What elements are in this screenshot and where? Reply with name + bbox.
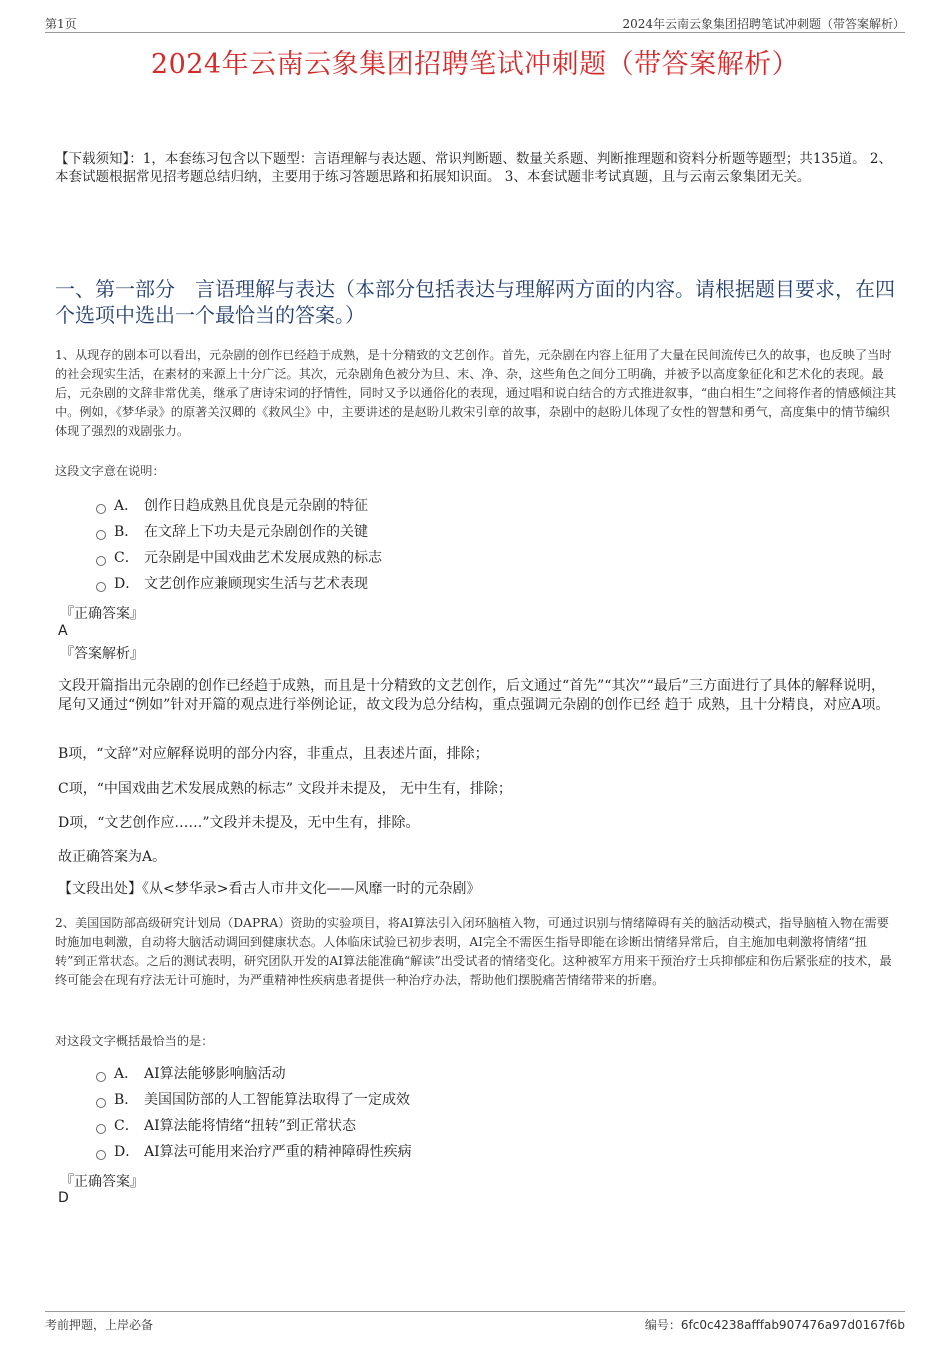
page-number: 第1页 — [45, 17, 77, 31]
option-letter: A． — [114, 498, 139, 514]
page-header — [45, 12, 905, 33]
option-text: AI算法能将情绪“扭转”到正常状态 — [144, 1118, 356, 1134]
option-text: 创作日趋成熟且优良是元杂剧的特征 — [144, 498, 368, 514]
option-letter: D． — [114, 576, 140, 592]
q1-analysis-conclusion: 故正确答案为A。 — [58, 849, 167, 865]
q1-answer: A — [58, 623, 68, 639]
q1-source: 【文段出处】《从<梦华录>看古人市井文化——风靡一时的元杂剧》 — [58, 881, 481, 897]
q1-analysis-c: C项，“中国戏曲艺术发展成熟的标志” 文段并未提及， 无中生有，排除； — [58, 781, 512, 797]
radio-icon[interactable] — [96, 582, 106, 592]
question-2-prompt: 对这段文字概括最恰当的是： — [55, 1034, 214, 1048]
footer-code — [645, 1316, 905, 1333]
radio-icon[interactable] — [96, 504, 106, 514]
q2-answer-label: 『正确答案』 — [60, 1174, 144, 1190]
radio-icon[interactable] — [96, 556, 106, 566]
q2-option-c[interactable] — [96, 1116, 356, 1136]
option-text: AI算法能够影响脑活动 — [144, 1066, 286, 1082]
q1-answer-label: 『正确答案』 — [60, 606, 144, 622]
q1-analysis-d: D项，“文艺创作应……”文段并未提及，无中生有，排除。 — [58, 815, 420, 831]
q1-analysis-main: 文段开篇指出元杂剧的创作已经趋于成熟，而且是十分精致的文艺创作，后文通过“首先”“其次”“最后”三方面进行了具体的解释说明，尾句又通过“例如”针对开篇的观点进行举例论证，故文段为总分结构，重点强调元杂剧的创作已经 趋于 成熟，且十分精良，对应A项。 — [58, 678, 890, 713]
q1-option-a[interactable] — [96, 496, 368, 516]
section-title: 一、第一部分 言语理解与表达（本部分包括表达与理解两方面的内容。请根据题目要求，在四个选项中选出一个最恰当的答案。） — [55, 277, 895, 327]
option-letter: C． — [114, 550, 139, 566]
option-text: 美国国防部的人工智能算法取得了一定成效 — [144, 1092, 410, 1108]
option-text: 在文辞上下功夫是元杂剧创作的关键 — [144, 524, 368, 540]
option-text: 文艺创作应兼顾现实生活与艺术表现 — [144, 576, 368, 592]
footer-slogan: 考前押题，上岸必备 — [45, 1318, 154, 1332]
download-notice: 【下载须知】：1，本套练习包含以下题型：言语理解与表达题、常识判断题、数量关系题、判断推理题和资料分析题等题型；共135道。 2、本套试题根据常见招考题总结归纳，主要用于练习答题思路和拓展知识面。 3、本套试题非考试真题，且与云南云象集团无关。 — [55, 151, 892, 185]
question-1-text: 1、从现存的剧本可以看出，元杂剧的创作已经趋于成熟，是十分精致的文艺创作。首先，元杂剧在内容上征用了大量在民间流传已久的故事，也反映了当时的社会现实生活，在素材的来源上十分广泛。其次，元杂剧角色被分为旦、末、净、杂，这些角色之间分工明确，并被予以高度象征化和艺术化的表现。最后，元杂剧的文辞非常优美，继承了唐诗宋词的抒情性，同时又予以通俗化的表现，通过唱和说白结合的方式推进叙事，“曲白相生”之间将作者的情感倾注其中。例如，《梦华录》的原著关汉卿的《救风尘》中，主要讲述的是赵盼儿救宋引章的故事，杂剧中的赵盼儿体现了女性的智慧和勇气，高度集中的情节编织体现了强烈的戏剧张力。 — [55, 348, 897, 438]
option-text: AI算法可能用来治疗严重的精神障碍性疾病 — [144, 1144, 412, 1160]
q1-analysis-label: 『答案解析』 — [60, 646, 144, 662]
q2-option-a[interactable] — [96, 1064, 286, 1084]
q1-analysis-b: B项，“文辞”对应解释说明的部分内容，非重点，且表述片面，排除； — [58, 746, 489, 762]
radio-icon[interactable] — [96, 1150, 106, 1160]
q2-option-d[interactable] — [96, 1142, 412, 1162]
page-footer — [45, 1311, 905, 1334]
option-letter: A． — [114, 1066, 139, 1082]
question-1-prompt: 这段文字意在说明： — [55, 464, 165, 478]
footer-code-label: 编号： — [644, 1318, 681, 1332]
option-letter: B． — [114, 1092, 139, 1108]
document-title: 2024年云南云象集团招聘笔试冲刺题（带答案解析） — [150, 49, 800, 80]
q1-option-c[interactable] — [96, 548, 382, 568]
q1-option-d[interactable] — [96, 574, 368, 594]
radio-icon[interactable] — [96, 1072, 106, 1082]
q2-option-b[interactable] — [96, 1090, 410, 1110]
q2-answer: D — [58, 1190, 69, 1206]
radio-icon[interactable] — [96, 1098, 106, 1108]
option-letter: C． — [114, 1118, 139, 1134]
option-letter: D． — [114, 1144, 140, 1160]
option-text: 元杂剧是中国戏曲艺术发展成熟的标志 — [144, 550, 382, 566]
radio-icon[interactable] — [96, 530, 106, 540]
q1-option-b[interactable] — [96, 522, 368, 542]
footer-code-value: 6fc0c4238afffab907476a97d0167f6b — [680, 1318, 905, 1332]
header-doc-title: 2024年云南云象集团招聘笔试冲刺题（带答案解析） — [622, 17, 905, 31]
radio-icon[interactable] — [96, 1124, 106, 1134]
question-2-text: 2、美国国防部高级研究计划局（DAPRA）资助的实验项目，将AI算法引入闭环脑植入物，可通过识别与情绪障碍有关的脑活动模式，指导脑植入物在需要时施加电刺激，自动将大脑活动调回到健康状态。人体临床试验已初步表明，AI完全不需医生指导即能在诊断出情绪异常后，自主施加电刺激将情绪“扭转”到正常状态。之后的测试表明，研究团队开发的AI算法能准确“解读”出受试者的情绪变化。这种被军方用来干预治疗士兵抑郁症和伤后紧张症的技术，最终可能会在现有疗法无计可施时，为严重精神性疾病患者提供一种治疗办法，帮助他们摆脱痛苦情绪带来的折磨。 — [55, 916, 892, 987]
option-letter: B． — [114, 524, 139, 540]
